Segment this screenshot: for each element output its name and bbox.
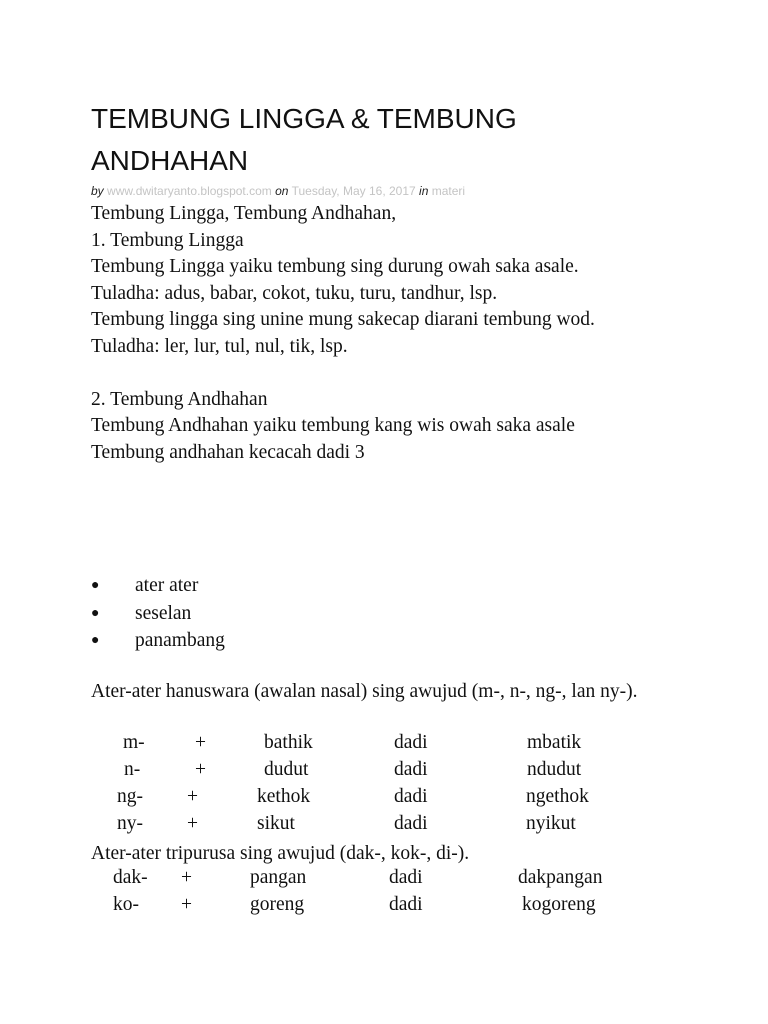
table-cell: dadi bbox=[394, 732, 428, 753]
body-line: Tembung Lingga yaiku tembung sing durung owah saka asale. bbox=[91, 256, 579, 277]
table-cell: ko- bbox=[113, 894, 139, 915]
list-item-label: panambang bbox=[135, 630, 225, 651]
body-line: Tuladha: adus, babar, cokot, tuku, turu, tandhur, lsp. bbox=[91, 282, 498, 304]
meta-on: on bbox=[275, 184, 289, 198]
post-meta bbox=[91, 184, 465, 198]
list-item bbox=[91, 600, 225, 628]
table-cell: kogoreng bbox=[522, 894, 596, 915]
table-cell: kethok bbox=[257, 786, 311, 807]
table-cell: goreng bbox=[250, 894, 305, 915]
list-item bbox=[91, 572, 225, 600]
body-text bbox=[91, 201, 731, 466]
table-cell: dadi bbox=[389, 894, 423, 915]
nasal-intro: Ater-ater hanuswara (awalan nasal) sing awujud (m-, n-, ng-, lan ny-). bbox=[91, 681, 638, 702]
table-cell: n- bbox=[124, 759, 141, 780]
body-line: Tembung Andhahan yaiku tembung kang wis owah saka asale bbox=[91, 415, 575, 436]
tripurusa-intro: Ater-ater tripurusa sing awujud (dak-, kok-, di-). bbox=[91, 843, 470, 864]
meta-date: Tuesday, May 16, 2017 bbox=[291, 184, 416, 198]
table-cell: dudut bbox=[264, 759, 309, 780]
body-line: Tembung andhahan kecacah dadi 3 bbox=[91, 441, 365, 463]
table-cell: dakpangan bbox=[518, 867, 603, 888]
bullet-icon: ● bbox=[91, 578, 100, 593]
body-line: 1. Tembung Lingga bbox=[91, 229, 244, 251]
meta-category-link[interactable]: materi bbox=[431, 184, 466, 198]
bullet-icon: ● bbox=[91, 633, 100, 648]
table-cell: dadi bbox=[389, 867, 423, 888]
bullet-list bbox=[91, 572, 225, 655]
list-item-label: seselan bbox=[135, 602, 192, 624]
body-line: Tembung Lingga, Tembung Andhahan, bbox=[91, 203, 397, 224]
list-item bbox=[91, 627, 225, 655]
body-line: Tuladha: ler, lur, tul, nul, tik, lsp. bbox=[91, 335, 348, 357]
table-cell: + bbox=[181, 867, 192, 888]
meta-author-link[interactable]: www.dwitaryanto.blogspot.com bbox=[107, 184, 272, 198]
blank-line bbox=[91, 360, 731, 387]
meta-by: by bbox=[91, 184, 104, 198]
table-cell: + bbox=[181, 894, 192, 915]
bullet-icon: ● bbox=[91, 605, 100, 621]
table-cell: ndudut bbox=[527, 759, 582, 780]
table-cell: ng- bbox=[117, 786, 143, 807]
table-cell: ngethok bbox=[526, 786, 589, 807]
body-line: Tembung lingga sing unine mung sakecap diarani tembung wod. bbox=[91, 309, 595, 330]
table-cell: nyikut bbox=[526, 813, 576, 834]
article-title: TEMBUNG LINGGA & TEMBUNG ANDHAHAN bbox=[91, 103, 517, 176]
table-cell: sikut bbox=[257, 813, 295, 834]
table-cell: + bbox=[195, 759, 206, 780]
table-cell: + bbox=[187, 813, 198, 834]
table-cell: m- bbox=[123, 732, 145, 753]
table-cell: + bbox=[187, 786, 198, 807]
table-cell: pangan bbox=[250, 867, 307, 888]
list-item-label: ater ater bbox=[135, 575, 199, 596]
table-cell: dadi bbox=[394, 786, 428, 807]
table-cell: mbatik bbox=[527, 732, 582, 753]
table-cell: dadi bbox=[394, 813, 428, 834]
body-line: 2. Tembung Andhahan bbox=[91, 388, 268, 410]
table-cell: dak- bbox=[113, 867, 148, 888]
table-cell: bathik bbox=[264, 732, 313, 753]
meta-in: in bbox=[419, 184, 429, 198]
table-cell: dadi bbox=[394, 759, 428, 780]
table-cell: + bbox=[195, 732, 206, 753]
table-cell: ny- bbox=[117, 813, 143, 834]
